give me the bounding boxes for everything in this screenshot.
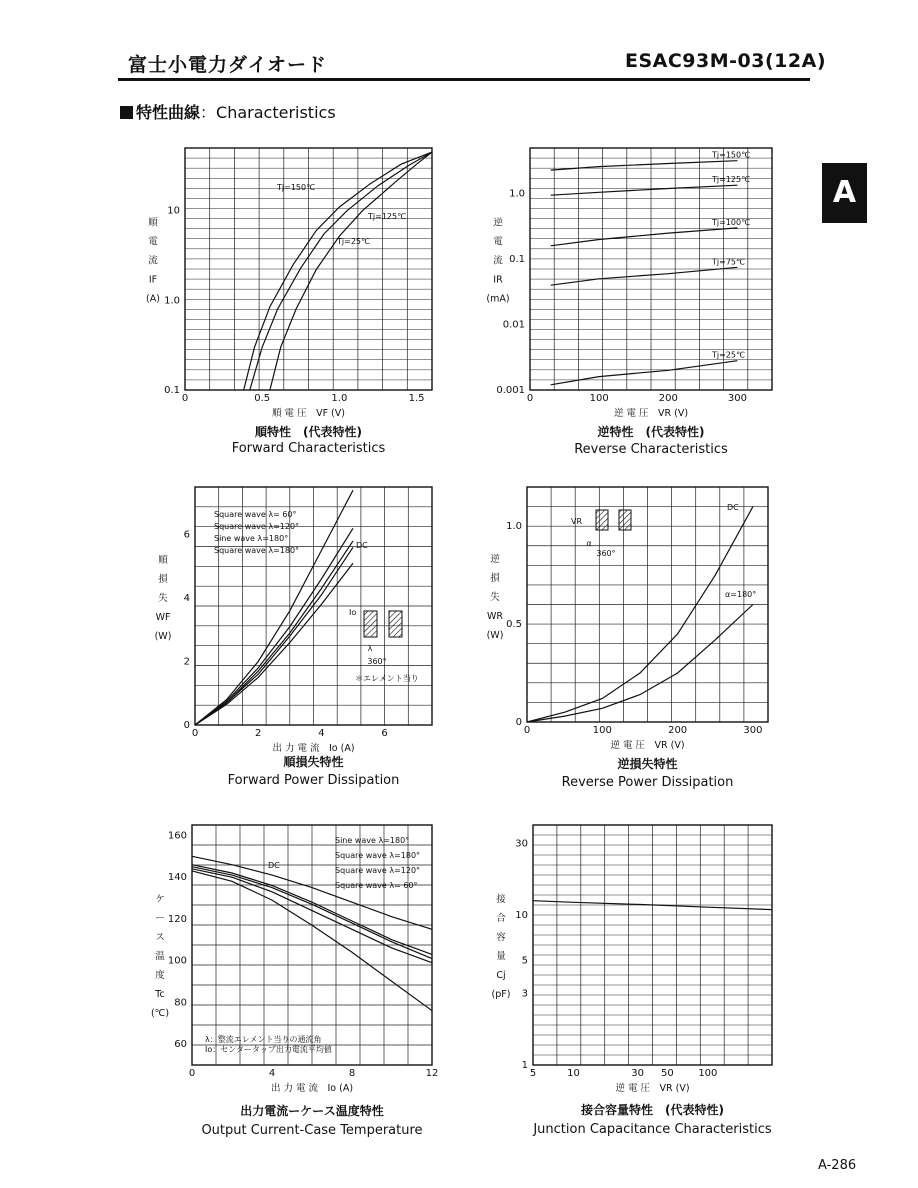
y-axis-label: 逆 [490, 554, 500, 566]
chart-caption-jp: 逆損失特性 [617, 757, 678, 771]
inset-label: 360° [367, 657, 387, 666]
chart-case_temp [151, 825, 438, 1138]
x-axis-label: 出 力 電 流 Io (A) [272, 743, 355, 754]
chart-caption-en: Forward Characteristics [231, 441, 386, 456]
y-axis-label: 合 [496, 912, 506, 924]
y-tick-label: 1.0 [164, 295, 180, 307]
y-tick-label: 1 [521, 1060, 528, 1071]
y-axis-label: 失 [490, 592, 500, 604]
grid [192, 825, 432, 1065]
x-axis-label: 順 電 圧 VF (V) [272, 408, 345, 419]
x-axis-label: 逆 電 圧 VR (V) [610, 740, 685, 751]
inset-label: α [586, 539, 592, 548]
y-axis-label: 逆 [493, 217, 503, 229]
y-tick-label: 10 [515, 910, 528, 922]
y-axis-label: 電 [148, 236, 158, 248]
y-axis-label: ー [155, 912, 165, 924]
x-tick-label: 0.5 [254, 393, 271, 404]
legend-entry: Square wave λ= 60° [335, 881, 418, 890]
series-line [527, 507, 753, 722]
model-number: ESAC93M-03(12A) [625, 50, 826, 72]
y-axis-label: (pF) [491, 988, 511, 1000]
legend-entry: Square wave λ=120° [335, 866, 421, 875]
x-tick-label: 8 [348, 1068, 356, 1079]
y-axis-label: 流 [493, 255, 503, 267]
inset-label: λ [367, 644, 373, 653]
waveform-pulse [389, 611, 402, 637]
series-line [244, 152, 432, 390]
y-axis-label: (mA) [486, 293, 510, 305]
legend-entry: DC [356, 541, 368, 550]
series-label: Tj=100℃ [712, 217, 751, 227]
y-axis-label: ス [155, 931, 165, 943]
y-tick-label: 30 [515, 838, 528, 850]
inset-label: ＊エレメント当り [355, 674, 419, 683]
x-tick-label: 4 [318, 728, 325, 739]
chart-caption-en: Junction Capacitance Characteristics [533, 1122, 772, 1137]
y-axis-label: ケ [155, 893, 165, 905]
section-tab: A [822, 163, 867, 223]
series-label: Tj=25℃ [712, 350, 745, 360]
y-axis-label: 損 [158, 574, 168, 586]
y-axis-label: IF [148, 274, 158, 286]
x-tick-label: 0 [191, 728, 199, 739]
x-tick-label: 1.0 [331, 393, 348, 404]
x-tick-label: 4 [268, 1068, 276, 1079]
inset-label: Io [349, 608, 357, 617]
x-axis-label: 出 力 電 流 Io (A) [270, 1083, 354, 1094]
y-tick-label: 5 [521, 955, 528, 967]
y-axis-label: 電 [493, 236, 503, 248]
chart-fwd_power [155, 487, 432, 788]
y-tick-label: 4 [183, 593, 190, 605]
grid [527, 487, 768, 722]
y-tick-label: 140 [167, 872, 187, 884]
inset-label: VR [571, 517, 583, 526]
x-tick-label: 0 [526, 393, 534, 404]
y-tick-label: 0.1 [164, 385, 180, 396]
y-tick-label: 100 [167, 955, 187, 967]
series-label: DC [727, 503, 739, 512]
y-tick-label: 80 [174, 997, 187, 1009]
series-label: Tj=75℃ [712, 257, 745, 267]
chart-caption-jp: 順特性 (代表特性) [255, 425, 362, 439]
legend-entry: Square wave λ=180° [214, 546, 300, 555]
legend-entry: Square wave λ=120° [214, 522, 300, 531]
y-tick-label: 2 [183, 656, 190, 668]
y-tick-label: 60 [174, 1039, 187, 1051]
y-axis-label: (A) [146, 293, 160, 305]
y-axis-label: 損 [490, 573, 500, 585]
x-tick-label: 0 [523, 725, 531, 736]
x-tick-label: 30 [631, 1068, 644, 1079]
chart-caption-en: Forward Power Dissipation [227, 773, 400, 788]
x-tick-label: 0 [181, 393, 189, 404]
footnote: Io：センタータップ出力電流平均値 [205, 1045, 332, 1054]
x-tick-label: 10 [567, 1068, 580, 1079]
x-tick-label: 200 [668, 725, 688, 736]
series-label: Tj=25℃ [337, 237, 370, 246]
legend-entry: DC [268, 861, 280, 870]
y-axis-label: (W) [154, 631, 172, 643]
x-tick-label: 300 [743, 725, 763, 736]
legend-entry: Square wave λ=180° [335, 851, 421, 860]
y-axis-label: 失 [158, 593, 168, 605]
y-tick-label: 6 [183, 529, 190, 541]
x-tick-label: 0 [188, 1068, 196, 1079]
y-axis-label: 接 [496, 893, 506, 905]
grid [533, 825, 772, 1065]
chart-reverse [486, 148, 772, 457]
y-tick-label: 10 [167, 205, 180, 217]
legend-entry: Sine wave λ=180° [214, 534, 289, 543]
x-tick-label: 300 [727, 393, 747, 404]
series-label: Tj=150℃ [712, 150, 751, 160]
y-axis-label: 量 [496, 950, 506, 962]
inset-label: 360° [596, 549, 616, 558]
y-tick-label: 0 [183, 720, 190, 731]
section-colon: ： [200, 103, 217, 122]
chart-caption-jp: 出力電流ーケース温度特性 [240, 1104, 384, 1118]
series-label: Tj=125℃ [368, 212, 407, 221]
waveform-pulse [364, 611, 377, 637]
x-tick-label: 1.5 [408, 393, 425, 404]
section-heading-en: Characteristics [216, 103, 336, 122]
chart-forward [146, 148, 432, 456]
x-tick-label: 200 [658, 393, 678, 404]
series-label: Tj=150℃ [277, 183, 316, 192]
series-label: α=180° [725, 590, 757, 599]
chart-caption-en: Output Current-Case Temperature [201, 1123, 423, 1138]
waveform-pulse [596, 510, 608, 530]
series-label: Tj=125℃ [712, 175, 751, 185]
footnote: λ：整流エレメント当りの通流角 [205, 1035, 322, 1044]
y-tick-label: 3 [521, 988, 528, 1000]
y-axis-label: 順 [158, 555, 168, 567]
y-axis-label: 順 [148, 217, 158, 229]
y-tick-label: 0.001 [496, 385, 525, 396]
y-tick-label: 0.5 [506, 619, 522, 631]
x-tick-label: 2 [255, 728, 262, 739]
x-tick-label: 12 [425, 1068, 439, 1079]
x-tick-label: 100 [698, 1068, 718, 1079]
chart-rev_power [487, 487, 768, 790]
y-axis-label: IR [493, 274, 503, 286]
chart-caption-jp: 順損失特性 [283, 755, 344, 769]
x-tick-label: 5 [529, 1068, 537, 1079]
chart-caption-en: Reverse Power Dissipation [561, 775, 734, 790]
y-axis-label: 容 [496, 931, 506, 943]
x-axis-label: 逆 電 圧 VR (V) [615, 1083, 690, 1094]
section-heading-jp: 特性曲線 [136, 103, 201, 122]
x-tick-label: 100 [592, 725, 612, 736]
y-axis-label: WR [487, 611, 503, 623]
x-tick-label: 50 [661, 1068, 674, 1079]
y-axis-label: (℃) [150, 1007, 170, 1019]
chart-caption-jp: 逆特性 (代表特性) [597, 425, 705, 439]
y-tick-label: 160 [167, 830, 187, 842]
y-tick-label: 1.0 [509, 188, 525, 200]
y-axis-label: 流 [148, 255, 158, 267]
x-tick-label: 6 [381, 728, 388, 739]
y-axis-label: Tc [155, 988, 165, 1000]
document-title-jp: 富士小電力ダイオード [128, 54, 328, 76]
y-tick-label: 120 [167, 913, 187, 925]
y-axis-label: 度 [155, 969, 165, 981]
y-tick-label: 0 [515, 717, 522, 728]
y-tick-label: 1.0 [506, 521, 522, 533]
x-tick-label: 100 [589, 393, 609, 404]
y-axis-label: WF [155, 612, 171, 624]
waveform-pulse [619, 510, 631, 530]
x-axis-label: 逆 電 圧 VR (V) [613, 408, 689, 419]
y-tick-label: 0.1 [509, 254, 525, 266]
y-axis-label: 温 [155, 950, 165, 962]
chart-caption-en: Reverse Characteristics [574, 442, 728, 457]
y-axis-label: (W) [486, 630, 504, 642]
chart-caption-jp: 接合容量特性 (代表特性) [581, 1103, 724, 1117]
page-number: A-286 [818, 1158, 857, 1173]
legend-entry: Sine wave λ=180° [335, 836, 410, 845]
y-tick-label: 0.01 [502, 319, 525, 331]
chart-junction_cap [492, 825, 772, 1137]
y-axis-label: Cj [496, 969, 506, 981]
legend-entry: Square wave λ= 60° [214, 510, 297, 519]
